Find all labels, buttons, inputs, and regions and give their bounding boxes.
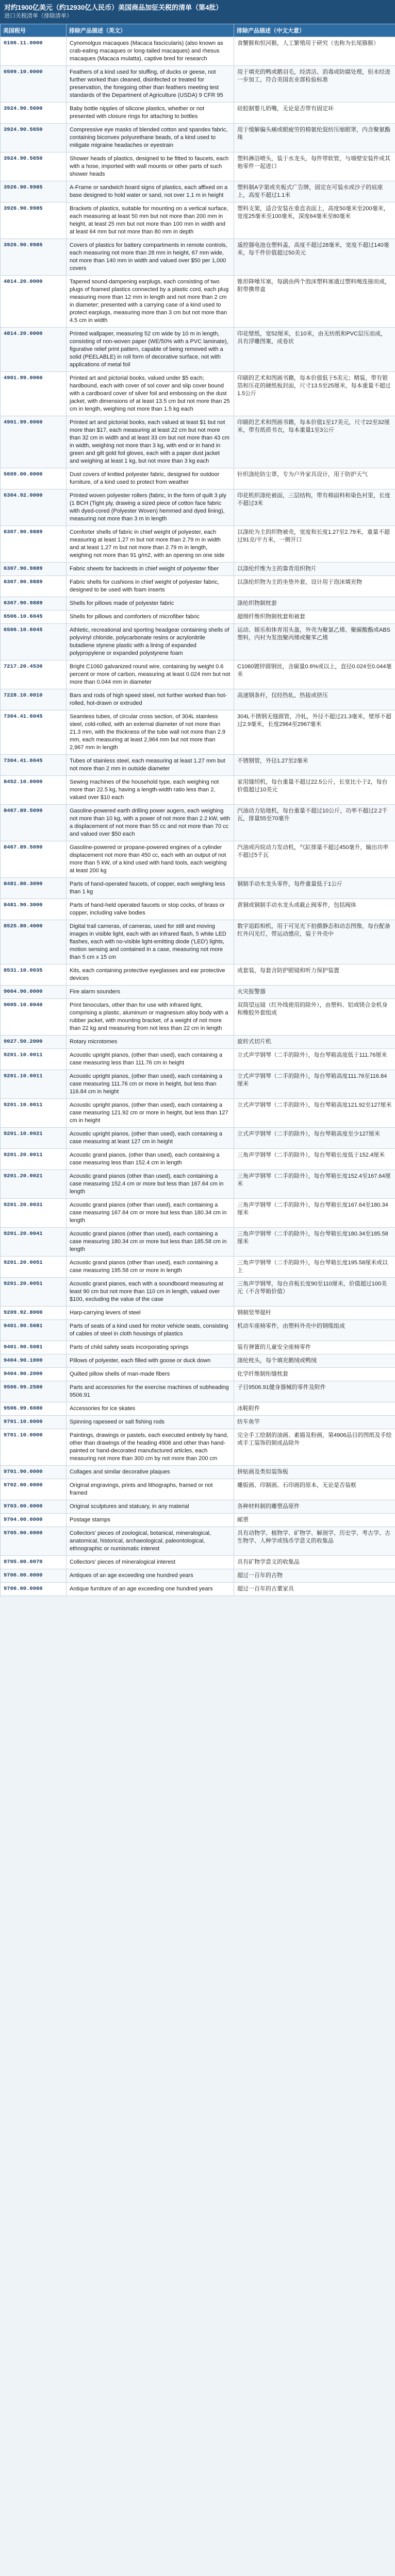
description-cn-cell: C1060镀锌圆钢丝，含碳量0.6%或以上，直径0.024至0.044毫米 <box>234 660 395 689</box>
description-en-cell: Fabric shells for cushions in chief weight of polyester fabric, designed to be used with foam inserts <box>67 576 234 597</box>
hts-code-cell: 6307.90.9889 <box>1 597 67 611</box>
description-cn-cell: 化学纤维制绗缝枕套 <box>234 1368 395 1381</box>
table-row <box>1 66 395 103</box>
description-en-cell: Acoustic upright pianos, (other than used), each containing a case measuring less than 111.76 cm in height <box>67 1049 234 1070</box>
description-cn-cell: 涤纶织物制枕套 <box>234 597 395 611</box>
hts-code-cell: 6304.92.0000 <box>1 489 67 526</box>
table-row <box>1 920 395 964</box>
hts-code-cell: 7217.20.4530 <box>1 660 67 689</box>
hts-code-cell: 9506.99.2580 <box>1 1381 67 1402</box>
description-cn-cell: 超过一百年的古物 <box>234 1569 395 1583</box>
description-en-cell: Acoustic grand pianos (other than used), each containing a case measuring 152.4 cm or more but less than 167.64 cm in length <box>67 1170 234 1199</box>
description-en-cell: Feathers of a kind used for stuffing, of ducks or geese, not further worked than cleaned, disinfected or treated for preservation, the foregoing other than feathers meeting test standards of the Department of Agriculture (USDA) 9 CFR 95 <box>67 66 234 103</box>
hts-code-cell: 3926.90.9985 <box>1 181 67 202</box>
description-cn-cell: 机动车座椅零件，由塑料外壳中的钢缆组成 <box>234 1320 395 1341</box>
description-en-cell: Print binoculars, other than for use with infrared light, comprising a plastic, aluminum or magnesium alloy body with a rubber jacket, with mounting bracket, of a weight of not more than 22 kg and measuring from not less than 22 cm in length <box>67 999 234 1036</box>
hts-code-cell: 9506.99.6080 <box>1 1402 67 1416</box>
description-en-cell: Printed wallpaper, measuring 52 cm wide by 10 m in length, consisting of non-woven paper (WE/50% with a PVC laminate), figurative relief print pattern, capable of being removed with a solid (PEELABLE) in roll form of decorative surface, not with applications of metal foil <box>67 328 234 372</box>
description-cn-cell: 黄铜或铜制手动水龙头或截止阀零件，包括阀体 <box>234 899 395 920</box>
description-cn-cell: 超过一百年的古董家具 <box>234 1583 395 1596</box>
table-row <box>1 1381 395 1402</box>
description-cn-cell: 钢制竖琴提杆 <box>234 1307 395 1320</box>
description-en-cell: Acoustic upright pianos, (other than used), each containing a case measuring 111.76 cm or more in height, but less than 116.84 cm in height <box>67 1070 234 1099</box>
hts-code-cell: 9705.00.0070 <box>1 1556 67 1569</box>
description-cn-cell: 三角声学钢琴（二手的除外），每台琴箱长度152.4至167.64厘米 <box>234 1170 395 1199</box>
hts-code-cell: 6307.90.9889 <box>1 576 67 597</box>
description-cn-cell: 各种材料制的雕塑品原件 <box>234 1500 395 1514</box>
table-row <box>1 1257 395 1278</box>
hts-code-cell: 9706.00.0060 <box>1 1583 67 1596</box>
hts-code-cell: 7304.41.6045 <box>1 710 67 755</box>
description-cn-cell: 304L不锈钢无缝圆管，冷轧，外径不超过21.3毫米，壁厚不超过2.9毫米，长度2964至2967毫米 <box>234 710 395 755</box>
hts-code-cell: 7304.41.6045 <box>1 755 67 776</box>
table-row <box>1 489 395 526</box>
description-en-cell: Acoustic grand pianos, (other than used), each containing a case measuring less than 152.4 cm in length <box>67 1149 234 1170</box>
description-en-cell: Parts of child safety seats incorporating springs <box>67 1341 234 1354</box>
hts-code-cell: 8467.89.5090 <box>1 841 67 878</box>
hts-code-cell: 6307.90.9889 <box>1 563 67 576</box>
hts-code-cell: 6506.10.6045 <box>1 624 67 660</box>
table-row <box>1 239 395 276</box>
description-cn-cell: 塑料支架，适合安装在垂直表面上，高度50毫米至200毫米，宽度25毫米至100毫米，深度64毫米至80毫米 <box>234 202 395 239</box>
table-row <box>1 1278 395 1307</box>
description-cn-cell: 运动、娱乐和体育用头盔，外壳为聚氯乙烯、聚碳酸酯或ABS塑料，内衬为发泡聚丙烯或聚苯乙烯 <box>234 624 395 660</box>
table-row <box>1 899 395 920</box>
table-row <box>1 1320 395 1341</box>
table-row <box>1 710 395 755</box>
description-cn-cell: 塑料淋浴喷头，装于水龙头，每件带软管，与墙壁安装件或其他零件一起进口 <box>234 152 395 181</box>
description-cn-cell: 立式声学钢琴（二手的除外），每台琴箱高度121.92至127厘米 <box>234 1099 395 1128</box>
description-cn-cell: 用于填充的鸭或鹅羽毛，经清洁、消毒或防腐处理，但未经进一步加工，符合美国农业部检验标准 <box>234 66 395 103</box>
description-en-cell: Baby bottle nipples of silicone plastics, whether or not presented with closure rings for attaching to bottles <box>67 103 234 124</box>
description-cn-cell: 锥形降噪耳塞，每副由两个泡沫塑料塞通过塑料绳连接而成，附带携带盒 <box>234 276 395 328</box>
hts-code-cell: 9005.10.0040 <box>1 999 67 1036</box>
description-en-cell: Acoustic upright pianos, (other than used), each containing a case measuring 121.92 cm or more in height, but less than 127 cm in height <box>67 1099 234 1128</box>
hts-code-cell: 9702.00.0000 <box>1 1479 67 1500</box>
table-row <box>1 841 395 878</box>
description-cn-cell: 双筒望远镜（红外线使用的除外），由塑料、铝或镁合金机身和橡胶外套组成 <box>234 999 395 1036</box>
description-cn-cell: 食蟹猴和恒河猴，人工繁殖用于研究（也称为长尾猕猴） <box>234 37 395 66</box>
table-row <box>1 1099 395 1128</box>
description-en-cell: Compressive eye masks of blended cotton and spandex fabric, containing biconvex polyurethane beads, of a kind used to mitigate migraine headaches or eyestrain <box>67 124 234 152</box>
description-en-cell: Parts of seats of a kind used for motor vehicle seats, consisting of cables of steel in cloth housings of plastics <box>67 1320 234 1341</box>
description-cn-cell: 塑料制A字架或夹板式广告牌，固定在可装水或沙子的底座上，高度不超过1.1米 <box>234 181 395 202</box>
description-cn-cell: 完全手工绘制的油画、素描及粉画，第4906品目的图纸及手绘或手工装饰的制成品除外 <box>234 1429 395 1466</box>
description-en-cell: Acoustic grand pianos (other than used), each containing a case measuring 180.34 cm or more but less than 185.58 cm in length <box>67 1228 234 1257</box>
description-en-cell: Antiques of an age exceeding one hundred years <box>67 1569 234 1583</box>
description-cn-cell: 邮票 <box>234 1514 395 1527</box>
table-row <box>1 776 395 805</box>
description-en-cell: Printed art and pictorial books, each valued at least $1 but not more than $17, each measuring at least 22 cm but not more than 32 cm in width and at least 33 cm but not more than 43 cm in width, weighing not more than 3 kg, with end or in hand in green and gilt gold foil gloves, each with a paper dust jacket and weighing at least 1 kg, but not more than 3 kg each <box>67 416 234 468</box>
hts-code-cell: 6307.90.9889 <box>1 526 67 563</box>
description-en-cell: Antique furniture of an age exceeding one hundred years <box>67 1583 234 1596</box>
hts-code-cell: 9201.10.0011 <box>1 1070 67 1099</box>
hts-code-cell: 9706.00.0000 <box>1 1569 67 1583</box>
hts-code-cell: 9209.92.8000 <box>1 1307 67 1320</box>
hts-code-cell: 3926.90.9985 <box>1 239 67 276</box>
description-cn-cell: 印刷的艺术和图画书籍，每本价值1至17美元，尺寸22至32厘米，带有纸质书衣，每本重量1至3公斤 <box>234 416 395 468</box>
description-en-cell: Original engravings, prints and lithographs, framed or not framed <box>67 1479 234 1500</box>
description-cn-cell: 印花壁纸，宽52厘米，长10米，由无纺纸和PVC层压而成，具有浮雕图案，成卷状 <box>234 328 395 372</box>
description-cn-cell: 印花机织涤纶被面，三层结构，带有棉面料和染色衬里，长度不超过3米 <box>234 489 395 526</box>
table-row <box>1 999 395 1036</box>
description-en-cell: Dust covers of knitted polyester fabric, designed for outdoor furniture, of a kind used to protect from weather <box>67 468 234 489</box>
hts-code-cell: 9705.00.0000 <box>1 1527 67 1556</box>
description-en-cell: Spinning rapeseed or salt fishing rods <box>67 1416 234 1429</box>
table-row <box>1 1583 395 1596</box>
hts-code-cell: 9201.10.0021 <box>1 1128 67 1149</box>
description-cn-cell: 装有弹簧的儿童安全座椅零件 <box>234 1341 395 1354</box>
description-en-cell: Parts of hand-held operated faucets or stop cocks, of brass or copper, including valve bodies <box>67 899 234 920</box>
hts-code-cell: 7228.10.0010 <box>1 689 67 710</box>
hts-code-cell: 9201.20.0041 <box>1 1228 67 1257</box>
table-row <box>1 1556 395 1569</box>
table-row <box>1 181 395 202</box>
table-row <box>1 611 395 624</box>
description-en-cell: Quilted pillow shells of man-made fibers <box>67 1368 234 1381</box>
table-row <box>1 1036 395 1049</box>
description-cn-cell: 三角声学钢琴（二手的除外），每台琴箱长度低于152.4厘米 <box>234 1149 395 1170</box>
table-row <box>1 1416 395 1429</box>
hts-code-cell: 9027.50.2000 <box>1 1036 67 1049</box>
description-en-cell: Shower heads of plastics, designed to be fitted to faucets, each with a hose, imported with wall mounts or other parts of such shower heads <box>67 152 234 181</box>
description-cn-cell: 铜制手动水龙头零件，每件重量低于1公斤 <box>234 878 395 899</box>
description-en-cell: Postage stamps <box>67 1514 234 1527</box>
description-cn-cell: 立式声学钢琴（二手的除外），每台琴箱高度至少127厘米 <box>234 1128 395 1149</box>
table-row <box>1 1402 395 1416</box>
description-en-cell: Acoustic upright pianos, (other than used), each containing a case measuring at least 127 cm in height <box>67 1128 234 1149</box>
hts-code-cell: 3924.90.5600 <box>1 103 67 124</box>
table-row <box>1 1479 395 1500</box>
description-en-cell: Sewing machines of the household type, each weighing not more than 22.5 kg, having a length-width ratio less than 2, valued over $10 each <box>67 776 234 805</box>
description-cn-cell: 用于缓解偏头痛或眼疲劳的棉氨纶混纺压缩眼罩，内含聚氨酯珠 <box>234 124 395 152</box>
description-en-cell: Fabric sheets for backrests in chief weight of polyester fiber <box>67 563 234 576</box>
table-row <box>1 755 395 776</box>
header-row <box>1 24 395 37</box>
table-row <box>1 1429 395 1466</box>
hts-code-cell: 9401.90.5081 <box>1 1320 67 1341</box>
description-cn-cell: 遥控器电池仓塑料盖，高度不超过28毫米，宽度不超过140毫米，每千件价值超过50美元 <box>234 239 395 276</box>
table-row <box>1 37 395 66</box>
description-en-cell: Parts of hand-operated faucets, of copper, each weighing less than 1 kg <box>67 878 234 899</box>
table-row <box>1 1514 395 1527</box>
table-row <box>1 986 395 999</box>
hts-code-cell: 9701.10.0000 <box>1 1429 67 1466</box>
banner <box>0 0 395 24</box>
hts-code-cell: 8452.10.0000 <box>1 776 67 805</box>
banner-subtitle: 进口关税清单（排除清单） <box>4 13 72 19</box>
description-cn-cell: 三角声学钢琴（二手的除外），每台琴箱长度180.34至185.58厘米 <box>234 1228 395 1257</box>
table-row <box>1 468 395 489</box>
header-hts-code: 美国税号 <box>1 24 67 37</box>
description-en-cell: Acoustic grand pianos (other than used), each containing a case measuring 195.58 cm or more in length <box>67 1257 234 1278</box>
table-row <box>1 416 395 468</box>
header-description-en: 排除产品描述（英文） <box>67 24 234 37</box>
description-en-cell: Rotary microtomes <box>67 1036 234 1049</box>
description-en-cell: Shells for pillows made of polyester fabric <box>67 597 234 611</box>
hts-code-cell: 8531.10.0035 <box>1 964 67 986</box>
hts-code-cell: 9401.90.5081 <box>1 1341 67 1354</box>
description-en-cell: Shells for pillows and comforters of microfiber fabric <box>67 611 234 624</box>
table-row <box>1 1354 395 1368</box>
description-cn-cell: 三角声学钢琴（二手的除外），每台琴箱长度167.64至180.34厘米 <box>234 1199 395 1228</box>
description-en-cell: Collectors' pieces of mineralogical interest <box>67 1556 234 1569</box>
hts-code-cell: 9201.20.0051 <box>1 1278 67 1307</box>
table-row <box>1 1199 395 1228</box>
description-cn-cell: 针织涤纶防尘罩，专为户外家具设计，用于防护天气 <box>234 468 395 489</box>
table-row <box>1 689 395 710</box>
description-en-cell: Accessories for ice skates <box>67 1402 234 1416</box>
description-cn-cell: 雕版画、印制画、石印画的原本，无论是否装框 <box>234 1479 395 1500</box>
table-row <box>1 1149 395 1170</box>
hts-code-cell: 4901.99.0060 <box>1 416 67 468</box>
table-row <box>1 597 395 611</box>
exclusion-table <box>0 24 395 1596</box>
table-row <box>1 1569 395 1583</box>
hts-code-cell: 9701.90.0000 <box>1 1466 67 1479</box>
table-row <box>1 1341 395 1354</box>
hts-code-cell: 9201.20.0031 <box>1 1199 67 1228</box>
hts-code-cell: 4814.20.0000 <box>1 328 67 372</box>
hts-code-cell: 6506.10.6045 <box>1 611 67 624</box>
description-en-cell: Tapered sound-dampening earplugs, each consisting of two plugs of foamed plastics connected by a plastic cord, each plug measuring more than 12 mm in length and not more than 2 cm in diameter; presented with a carrying case of a kind used to protect earplugs, measuring more than 3 cm but not more than 4.5 cm in width <box>67 276 234 328</box>
table-row <box>1 1466 395 1479</box>
hts-code-cell: 9703.00.0000 <box>1 1500 67 1514</box>
hts-code-cell: 3924.90.5650 <box>1 152 67 181</box>
hts-code-cell: 9201.20.0021 <box>1 1170 67 1199</box>
description-cn-cell: 立式声学钢琴（二手的除外），每台琴箱高度低于111.76厘米 <box>234 1049 395 1070</box>
table-row <box>1 1170 395 1199</box>
description-en-cell: Parts and accessories for the exercise machines of subheading 9506.91 <box>67 1381 234 1402</box>
hts-code-cell: 9201.20.0011 <box>1 1149 67 1170</box>
description-en-cell: Harp-carrying levers of steel <box>67 1307 234 1320</box>
table-row <box>1 1307 395 1320</box>
description-cn-cell: 立式声学钢琴（二手的除外），每台琴箱高度111.76至116.84厘米 <box>234 1070 395 1099</box>
table-row <box>1 805 395 841</box>
table-row <box>1 624 395 660</box>
table-row <box>1 1128 395 1149</box>
hts-code-cell: 0106.11.0000 <box>1 37 67 66</box>
description-cn-cell: 以涤纶为主的织物被壳，宽度和长度1.27至2.79米，重量不超过91克/平方米，一侧开口 <box>234 526 395 563</box>
description-en-cell: Gasoline-powered or propane-powered engines of a cylinder displacement not more than 450 cc, each with an output of not more than 5 kW, of a kind used with hand tools, each weighing at least 200 kg <box>67 841 234 878</box>
description-en-cell: Acoustic grand pianos (other than used), each containing a case measuring 167.64 cm or more but less than 180.34 cm in length <box>67 1199 234 1228</box>
description-cn-cell: 涤纶枕头，每个填充鹅绒或鸭绒 <box>234 1354 395 1368</box>
hts-code-cell: 9004.90.0000 <box>1 986 67 999</box>
description-en-cell: Collages and similar decorative plaques <box>67 1466 234 1479</box>
description-cn-cell: 不锈钢管，外径1.27至2毫米 <box>234 755 395 776</box>
table-row <box>1 202 395 239</box>
table-row <box>1 328 395 372</box>
table-row <box>1 660 395 689</box>
table-body <box>1 37 395 1596</box>
description-en-cell: Gasoline-powered earth drilling power augers, each weighing not more than 10 kg, with a power of not more than 2.2 kW, with a displacement of not more than 55 cc and not more than 70 cc and valued over $50 each <box>67 805 234 841</box>
description-en-cell: Fire alarm sounders <box>67 986 234 999</box>
description-en-cell: Kits, each containing protective eyeglasses and ear protective devices <box>67 964 234 986</box>
description-cn-cell: 超细纤维织物制枕套和被套 <box>234 611 395 624</box>
description-cn-cell: 冰鞋附件 <box>234 1402 395 1416</box>
table-row <box>1 526 395 563</box>
hts-code-cell: 4901.99.0060 <box>1 372 67 416</box>
description-cn-cell: 数字追踪相机，用于可见光下拍摄静态和动态图像，每台配备红外闪光灯，带运动感应，装于外壳中 <box>234 920 395 964</box>
description-en-cell: Brackets of plastics, suitable for mounting on a vertical surface, each measuring at least 50 mm but not more than 200 mm in height, at least 25 mm but not more than 100 mm in width and at least 64 mm but not more than 80 mm in depth <box>67 202 234 239</box>
hts-code-cell: 9201.10.0011 <box>1 1049 67 1070</box>
description-cn-cell: 子目9506.91健身器械的零件及附件 <box>234 1381 395 1402</box>
table-row <box>1 1368 395 1381</box>
description-cn-cell: 汽油动力钻地机，每台重量不超过10公斤，功率不超过2.2千瓦，排量55至70毫升 <box>234 805 395 841</box>
table-row <box>1 576 395 597</box>
description-cn-cell: 高速钢条杆，仅经热轧、热拔或挤压 <box>234 689 395 710</box>
description-cn-cell: 家用缝纫机，每台重量不超过22.5公斤，长宽比小于2，每台价值超过10美元 <box>234 776 395 805</box>
hts-code-cell: 0509.10.0000 <box>1 66 67 103</box>
hts-code-cell: 3924.90.5650 <box>1 124 67 152</box>
description-cn-cell: 三角声学钢琴，每台音板长度90至110厘米，价值超过100美元（不含琴箱价值） <box>234 1278 395 1307</box>
table-row <box>1 276 395 328</box>
description-en-cell: Collectors' pieces of zoological, botanical, mineralogical, anatomical, historical, archaeological, paleontological, ethnographic or numismatic interest <box>67 1527 234 1556</box>
description-en-cell: Printed art and pictorial books, valued under $5 each; hardbound, each with cover of sol cover and slip cover bound with a cardboard cover of silver foil and embossing on the dust jacket, with dimensions of at least 13.5 cm but not more than 25 cm in length, weighing not more than 1.5 kg each <box>67 372 234 416</box>
description-en-cell: Bright C1060 galvanized round wire, containing by weight 0.6 percent or more of carbon, measuring at least 0.024 mm but not more than 0.044 mm in diameter <box>67 660 234 689</box>
hts-code-cell: 9404.90.1000 <box>1 1354 67 1368</box>
table-row <box>1 878 395 899</box>
hts-code-cell: 8525.80.4000 <box>1 920 67 964</box>
description-cn-cell: 硅胶制婴儿奶嘴，无论是否带有固定环 <box>234 103 395 124</box>
table-row <box>1 1228 395 1257</box>
hts-code-cell: 9201.20.0051 <box>1 1257 67 1278</box>
description-cn-cell: 成套装，每套含防护眼镜和听力保护装置 <box>234 964 395 986</box>
hts-code-cell: 9201.10.0011 <box>1 1099 67 1128</box>
hts-code-cell: 3926.90.9985 <box>1 202 67 239</box>
table-row <box>1 372 395 416</box>
table-row <box>1 563 395 576</box>
description-en-cell: Acoustic grand pianos, each with a soundboard measuring at least 90 cm but not more than 110 cm in length, valued over $100, excluding the value of the case <box>67 1278 234 1307</box>
banner-title: 对约1900亿美元（约12930亿人民币）美国商品加征关税的清单（第4批） <box>4 4 223 11</box>
description-en-cell: Tubes of stainless steel, each measuring at least 1.27 mm but not more than 2 mm in outside diameter <box>67 755 234 776</box>
description-cn-cell: 具有动物学、植物学、矿物学、解剖学、历史学、考古学、古生物学、人种学或钱币学意义的收集品 <box>234 1527 395 1556</box>
table-row <box>1 152 395 181</box>
description-cn-cell: 三角声学钢琴（二手的除外），每台琴箱长度195.58厘米或以上 <box>234 1257 395 1278</box>
table-row <box>1 124 395 152</box>
description-cn-cell: 旋转式切片机 <box>234 1036 395 1049</box>
header-description-cn: 排除产品描述（中文大意） <box>234 24 395 37</box>
description-en-cell: Bars and rods of high speed steel, not further worked than hot-rolled, hot-drawn or extruded <box>67 689 234 710</box>
description-cn-cell: 汽油或丙烷动力发动机，气缸排量不超过450毫升，输出功率不超过5千瓦 <box>234 841 395 878</box>
table-row <box>1 1527 395 1556</box>
description-cn-cell: 纺车鱼竿 <box>234 1416 395 1429</box>
hts-code-cell: 5609.00.0000 <box>1 468 67 489</box>
description-en-cell: Athletic, recreational and sporting headgear containing shells of polyvinyl chloride, polycarbonate resins or acrylonitrile butadiene styrene plastic with a lining of expanded polypropylene or expanded polystyrene foam <box>67 624 234 660</box>
hts-code-cell: 8481.80.3090 <box>1 878 67 899</box>
table-row <box>1 1500 395 1514</box>
description-en-cell: Original sculptures and statuary, in any material <box>67 1500 234 1514</box>
table-row <box>1 1049 395 1070</box>
hts-code-cell: 8467.89.5090 <box>1 805 67 841</box>
description-en-cell: Covers of plastics for battery compartments in remote controls, each measuring not more than 28 mm in height, 67 mm wide, not more than 140 mm in width and valued over $50 per 1,000 covers <box>67 239 234 276</box>
description-cn-cell: 以涤纶纤维为主的靠背用织物片 <box>234 563 395 576</box>
table-row <box>1 964 395 986</box>
hts-code-cell: 9701.10.0000 <box>1 1416 67 1429</box>
description-en-cell: A-Frame or sandwich board signs of plastics, each affixed on a base designed to hold water or sand, not over 1.1 m in height <box>67 181 234 202</box>
description-en-cell: Seamless tubes, of circular cross section, of 304L stainless steel, cold-rolled, with an external diameter of not more than 21.3 mm, with the thickness of the tube wall not more than 2.9 mm, each measuring at least 2,964 mm but not more than 2,967 mm in length <box>67 710 234 755</box>
table-row <box>1 103 395 124</box>
description-cn-cell: 以涤纶织物为主的坐垫外套，设计用于泡沫填充物 <box>234 576 395 597</box>
description-en-cell: Paintings, drawings or pastels, each executed entirely by hand, other than drawings of the heading 4906 and other than hand-painted or hand-decorated manufactured articles, each measuring not more than 300 cm by not more than 200 cm <box>67 1429 234 1466</box>
hts-code-cell: 8481.90.3000 <box>1 899 67 920</box>
hts-code-cell: 9704.00.0000 <box>1 1514 67 1527</box>
hts-code-cell: 4814.20.0000 <box>1 276 67 328</box>
description-cn-cell: 拼贴画及类似装饰板 <box>234 1466 395 1479</box>
description-en-cell: Printed woven polyester rollers (fabric, in the form of quilt 3 ply (1 BCH (Tight ply, drawing a sized piece of cotton face fabric with dyed-cored (Polyester Woven) hemmed and dyed lining), measuring not more than 3 m in length <box>67 489 234 526</box>
description-en-cell: Comforter shells of fabric in chief weight of polyester, each measuring at least 1.27 m but not more than 2.79 m in width and at least 1.27 m but not more than 2.79 m in length, weighing not more than 91 g/m2, with an opening on one side <box>67 526 234 563</box>
description-en-cell: Digital trail cameras, of cameras, used for still and moving images in visible light, each with an infrared flash, 5 white LED flashes, each with no-visible light-emitting diode ('LED') lights, motion sensing and contained in a case, measuring not more than 5 cm x 15 cm <box>67 920 234 964</box>
description-en-cell: Pillows of polyester, each filled with goose or duck down <box>67 1354 234 1368</box>
description-cn-cell: 具有矿物学意义的收集品 <box>234 1556 395 1569</box>
description-en-cell: Cynomolgus macaques (Macaca fascicularis) (also known as crab-eating macaques or long-tailed macaques) and rhesus macaques (Macaca mulatta), captive bred for research <box>67 37 234 66</box>
description-cn-cell: 火灾报警器 <box>234 986 395 999</box>
hts-code-cell: 9404.90.2000 <box>1 1368 67 1381</box>
table-row <box>1 1070 395 1099</box>
description-cn-cell: 印刷的艺术和图画书籍，每本价值低于5美元；精装，带有银箔和压花的硬纸板封面，尺寸13.5至25厘米，每本重量不超过1.5公斤 <box>234 372 395 416</box>
